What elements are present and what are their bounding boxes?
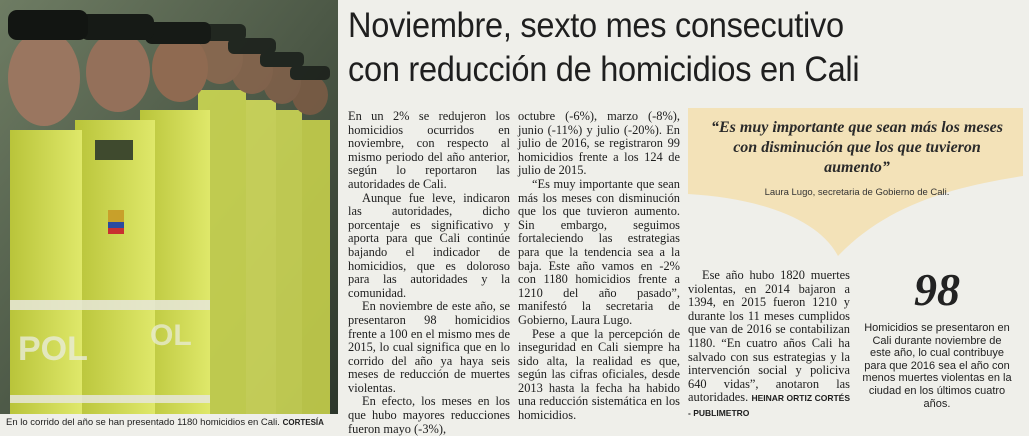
headline-line-1: Noviembre, sexto mes consecutivo	[348, 6, 844, 45]
headline-line-2: con reducción de homicidios en Cali	[348, 50, 860, 89]
quote-source: Laura Lugo, secretaria de Gobierno de Cali.	[764, 187, 950, 198]
news-photo	[0, 0, 338, 432]
paragraph: “Es muy importante que sean más los meses con disminución que los que tuvieron aumento. Sin embargo, seguimos fortaleciendo las estrategias para que la tendencia sea a la baja. Este año vamos en -2% con 1180 homicidios frente a 1210 del año pasado”, manifestó la secretaria de Gobierno, Laura Lugo.	[518, 176, 680, 327]
police-officers-photo	[0, 0, 338, 432]
svg-text:OL: OL	[150, 319, 192, 352]
stat-number: 98	[914, 264, 960, 315]
svg-text:POL: POL	[18, 330, 88, 368]
paragraph	[688, 269, 850, 421]
byline: HEINAR ORTIZ CORTÉS - PUBLIMETRO	[688, 393, 850, 418]
article-column-3	[688, 269, 850, 421]
stat-description: Homicidios se presentaron en Cali durante noviembre de este año, lo cual contribuye para que 2016 sea el año con menos muertes violentas en la ciudad en los últimos cuatro años.	[862, 322, 1012, 410]
headline	[348, 4, 977, 92]
paragraph: octubre (-6%), marzo (-8%), junio (-11%) y julio (-20%). En julio de 2016, se registraron 99 homicidios frente a los 124 de julio de 2015.	[518, 109, 680, 178]
paragraph: Pese a que la percepción de inseguridad en Cali siempre ha sido alta, la realidad es que, según las cifras oficiales, desde 2013 hasta la fecha ha habido una reducción sistemática en los homicidios.	[518, 326, 680, 423]
article-column-2	[518, 110, 680, 423]
pull-quote	[688, 108, 1023, 258]
paragraph: En un 2% se redujeron los homicidios ocurridos en noviembre, con respecto al mismo periodo del año anterior, según lo reportaron las autoridades de Cali.	[348, 109, 510, 191]
article-column-1	[348, 110, 510, 436]
paragraph: En efecto, los meses en los que hubo mayores reducciones fueron mayo (-3%),	[348, 394, 510, 436]
paragraph: En noviembre de este año, se presentaron 98 homicidios frente a 100 en el mismo mes de 2015, lo cual significa que en lo corrido del año ya haya seis meses de reducción de muertes violentas.	[348, 299, 510, 395]
quote-text: “Es muy importante que sean más los meses con disminución que los que tuvieron aumento”	[710, 119, 1004, 176]
caption-text: En lo corrido del año se han presentado 1180 homicidios en Cali.	[6, 417, 280, 428]
photo-caption	[0, 414, 338, 432]
paragraph-text: Ese año hubo 1820 muertes violentas, en 2014 bajaron a 1394, en 2015 fueron 1210 y durante los 11 meses cumplidos que van de 2016 se contabilizan 1180. “En cuatro años Cali ha salvado con sus estrategias y la intervención social y policiva 640 vidas”, anotaron las autoridades.	[688, 268, 850, 405]
paragraph: Aunque fue leve, indicaron las autoridades, dicho porcentaje es significativo y aporta para que Cali continúe bajando el indicador de homicidios, que es doloroso para las autoridades y la comunidad.	[348, 190, 510, 300]
photo-credit: CORTESÍA	[282, 418, 324, 427]
